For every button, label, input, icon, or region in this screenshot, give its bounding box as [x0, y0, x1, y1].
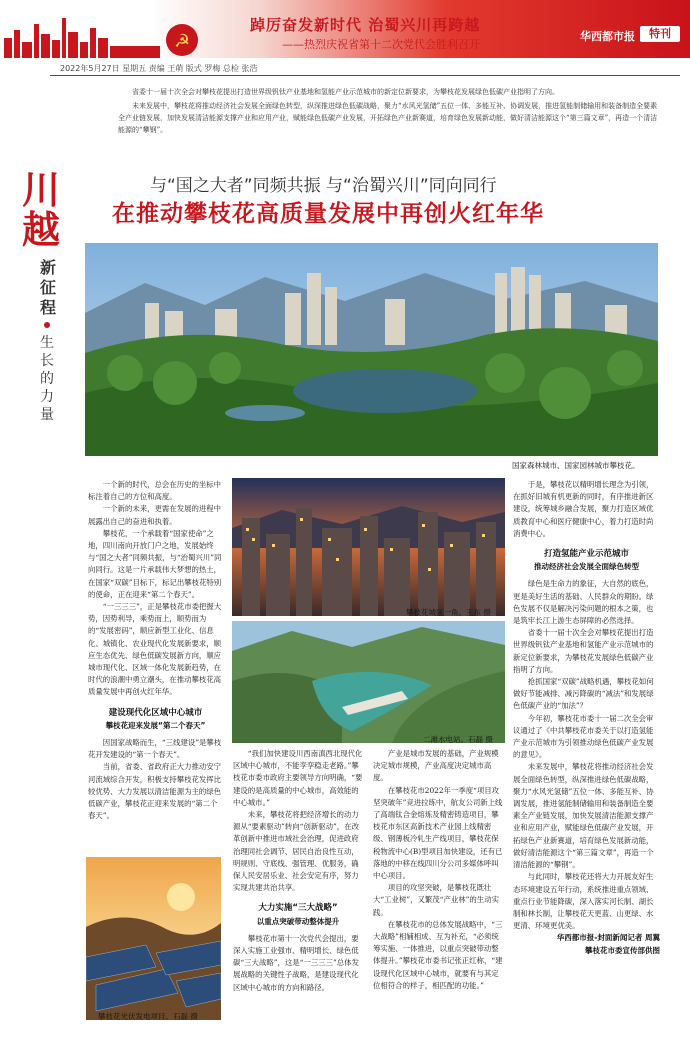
col3-para: 在攀枝花市2022年一季度“项目攻坚突破年”竞进拉练中，航友公司新上线了高端钛合金熔炼及精密铸造项目，攀枝花市东区高新技术产业园上线精密级、钢薄板冷轧生产线项目，攀枝花保税物流中心(B)型项目加快建设，还有已落地的中移在线四川分公司多媒体呼叫中心项目。 [373, 785, 503, 881]
city-skyline-graphic [0, 12, 200, 58]
col2-subhead2: 以重点突破带动整体提升 [256, 916, 340, 926]
col4-para: 于是，攀枝花以精明增长理念为引领，在抓好旧城有机更新的同时，有序推进新区建设，统筹城乡融合发展，聚力打造区域优质教育中心和医疗健康中心，着力打造时尚消费中心。 [513, 480, 654, 538]
col3-para: 项目的攻坚突破，是攀枝花既壮大“工业树”，又繁茂“产业林”的生动实践。 [373, 883, 499, 917]
col4-subhead: 打造氢能产业示范城市 [543, 549, 629, 560]
col4-para: 省委十一届十次全会对攀枝花提出打造世界级钒钛产业基地和氢能产业示范城市的新定位新要求，为攀枝花发展绿色低碳产业指明了方向。 [513, 628, 654, 674]
intro-para: 省委十一届十次全会对攀枝花提出打造世界级钒钛产业基地和氢能产业示范城市的新定位新要求，为攀枝花发展绿色低碳产业指明了方向。 [132, 88, 559, 96]
paper-logo: 华西都市报 [580, 30, 635, 43]
col2-para: 攀枝花市第十一次党代会提出，要深入实施工业强市、精明增长、绿色低碳“三大战略”，这是“一三三三”总体发展战略的关键性子战略，是建设现代化区域中心城市的方向和路径。 [233, 933, 359, 992]
masthead-title: 踔厉奋发新时代 治蜀兴川再跨越 [250, 16, 481, 34]
series-tagline: 生长的力量 [40, 335, 54, 423]
col2-subhead: 大力实施“三大战略” [258, 903, 338, 914]
headline-kicker: 与“国之大者”同频共振 与“治蜀兴川”同向同行 [150, 176, 497, 196]
col1-subhead2: 攀枝花迎来发展“第二个春天” [105, 720, 206, 730]
city-photo-caption: 攀枝花城区一角。王东 摄 [406, 608, 491, 617]
col4-para: 未来发展中，攀枝花将推动经济社会发展全面绿色转型，纵深推进绿色低碳战略，聚力“水风光氢储”五位一体、多能互补、协调发展，推进氢能制储输用和装备制造全要素全产业链发展，加快发展清洁能源支撑产业和应用产业，赋能绿色低碳产业发展，开拓绿色产业新赛道，培育绿色发展新动能，做好清洁能源这个“第三篇文章”，再造一个清洁能源的“攀钢”。 [513, 762, 654, 870]
col3-para: 产业是城市发展的基础，产业规模决定城市规模，产业高度决定城市高度。 [373, 749, 499, 783]
city-district-photo [232, 478, 505, 616]
masthead [0, 0, 690, 62]
intro-para: 未来发展中，攀枝花将推动经济社会发展全面绿色转型，纵深推进绿色低碳战略，聚力“水风光氢储”五位一体、多能互补、协调发展，推进氢能制储输用和装备制造全要素全产业链发展，加快发展清洁能源支撑产业和应用产业，赋能绿色低碳产业发展，开拓绿色产业新赛道，培育绿色发展新动能，做好清洁能源这个“第三篇文章”，再造一个清洁能源的“攀钢”。 [118, 102, 658, 134]
col2-para: “我们加快建设川西南滇西北现代化区域中心城市，不能孪孪稳走老路。”攀枝花市委市政府主要领导方向明确，“要建设的是高质量的中心城市，高效能的中心城市。” [233, 749, 363, 807]
solar-project-photo [86, 857, 221, 1020]
col4-para: 与此同时，攀枝花还将大力开展友好生态环境建设五年行动，系统推进重点领域、重点行业节能降碳，深入落实河长制、湖长制和林长制，让攀枝花天更蓝、山更绿、水更清、环境更优美。 [513, 872, 654, 931]
col4-subhead2: 推动经济社会发展全面绿色转型 [534, 562, 639, 572]
dam-photo-caption: 二滩水电站。石磊 摄 [423, 735, 493, 744]
col1-para: 一个新的未来，更需在发展的进程中展露出自己的奋进和执着。 [88, 504, 222, 526]
photo-credit: 攀枝花市委宣传部供图 [585, 945, 660, 955]
city-forest-photo [85, 243, 658, 456]
col3-para: 在攀枝花市的总体发展战略中，“三大战略”相辅相成、互为补充，“必须统筹实施、一体推进，以重点突破带动整体提升。”攀枝花市委书记张正红称，“建设现代化区域中心城市，就要有与其定位相符合的样子，相匹配的功能。” [373, 919, 503, 990]
reporter-credit: 华西都市报-封面新闻记者 周翼 [556, 933, 660, 943]
column-3 [373, 748, 503, 992]
ertan-dam-photo [232, 621, 505, 743]
col4-para: 抢抓国家“双碳”战略机遇，攀枝花如何做好节能减排、减污降碳的“减法”和发展绿色低碳产业的“加法”？ [513, 677, 654, 711]
column-4 [513, 479, 660, 957]
svg-text:☭: ☭ [174, 31, 191, 52]
intro-block [118, 86, 658, 138]
col4-para: 绿色是生命力的象征，大自然的底色，更是美好生活的基础、人民群众的期盼。绿色发展不仅是解决污染问题的根本之策，也是筑牢长江上游生态屏障的必然选择。 [513, 579, 654, 626]
col4-para: 今年初，攀枝花市委十一届二次全会审议通过了《中共攀枝花市委关于以打造氢能产业示范城市为引领推动绿色低碳产业发展的意见》。 [513, 713, 654, 760]
solar-photo-caption: 攀枝花光伏发电项目。石磊 摄 [98, 1012, 198, 1021]
series-dot [44, 322, 50, 328]
series-title: 川越 [22, 167, 61, 252]
masthead-rule [50, 75, 680, 76]
col2-para: 未来，攀枝花将把经济增长的动力源从“要素驱动”转向“创新驱动”，在改革创新中推进市域社会治理，促进政府治理同社会调节、居民自治良性互动，明规则、守底线、强管理、优服务，确保人民安居乐业、社会安定有序，努力实现共建共治共享。 [233, 810, 359, 893]
col1-para: 攀枝花，一个承载着“国家使命”之地，四川南向开放门户之地，发展始终与“国之大者”同频共振，与“治蜀兴川”同向同行。这是一片承载伟大梦想的热土，在国家“双碳”目标下，标记出攀枝花特别的使命，正在迎来“第二个春天”。 [88, 528, 222, 599]
series-subtitle: 新征程 [40, 258, 57, 317]
headline-main: 在推动攀枝花高质量发展中再创火红年华 [112, 201, 544, 227]
col1-para: 当前，省委、省政府正大力推动安宁河流域综合开发，积极支持攀枝花发挥比较优势、大力发展以清洁能源为主的绿色低碳产业，攀枝花正迎来发展的“第二个春天”。 [88, 762, 222, 821]
column-1 [88, 479, 223, 822]
col1-para: 一个新的时代，总会在历史的坐标中标注着自己的方位和高度。 [88, 480, 222, 502]
col1-para: “一三三三”，正是攀枝花市委把握大势，因势利导，乘势而上，顺势而为的“发展密码”，顺应新型工业化、信息化、城镇化、农业现代化发展新要求，顺应生态优先、绿色低碳发展新方向，顺应城市现代化、区域一体化发展新趋势，在时代的浪潮中勇立潮头，在推动攀枝花高质量发展中再创火红年华。 [88, 602, 222, 697]
page-number: 特刊 30 [640, 26, 680, 42]
issue-meta: 2022年5月27日 星期五 责编 王萌 版式 罗梅 总检 张浩 [60, 64, 258, 73]
col1-subhead: 建设现代化区域中心城市 [108, 707, 203, 718]
column-2 [233, 748, 363, 994]
col1-para: 因国家战略而生，“三线建设”是攀枝花开发建设的“第一个春天”。 [88, 738, 222, 760]
masthead-subtitle: ——热烈庆祝省第十二次党代会胜利召开 [282, 38, 480, 51]
main-photo-caption: 国家森林城市、国家园林城市攀枝花。 [512, 461, 640, 470]
